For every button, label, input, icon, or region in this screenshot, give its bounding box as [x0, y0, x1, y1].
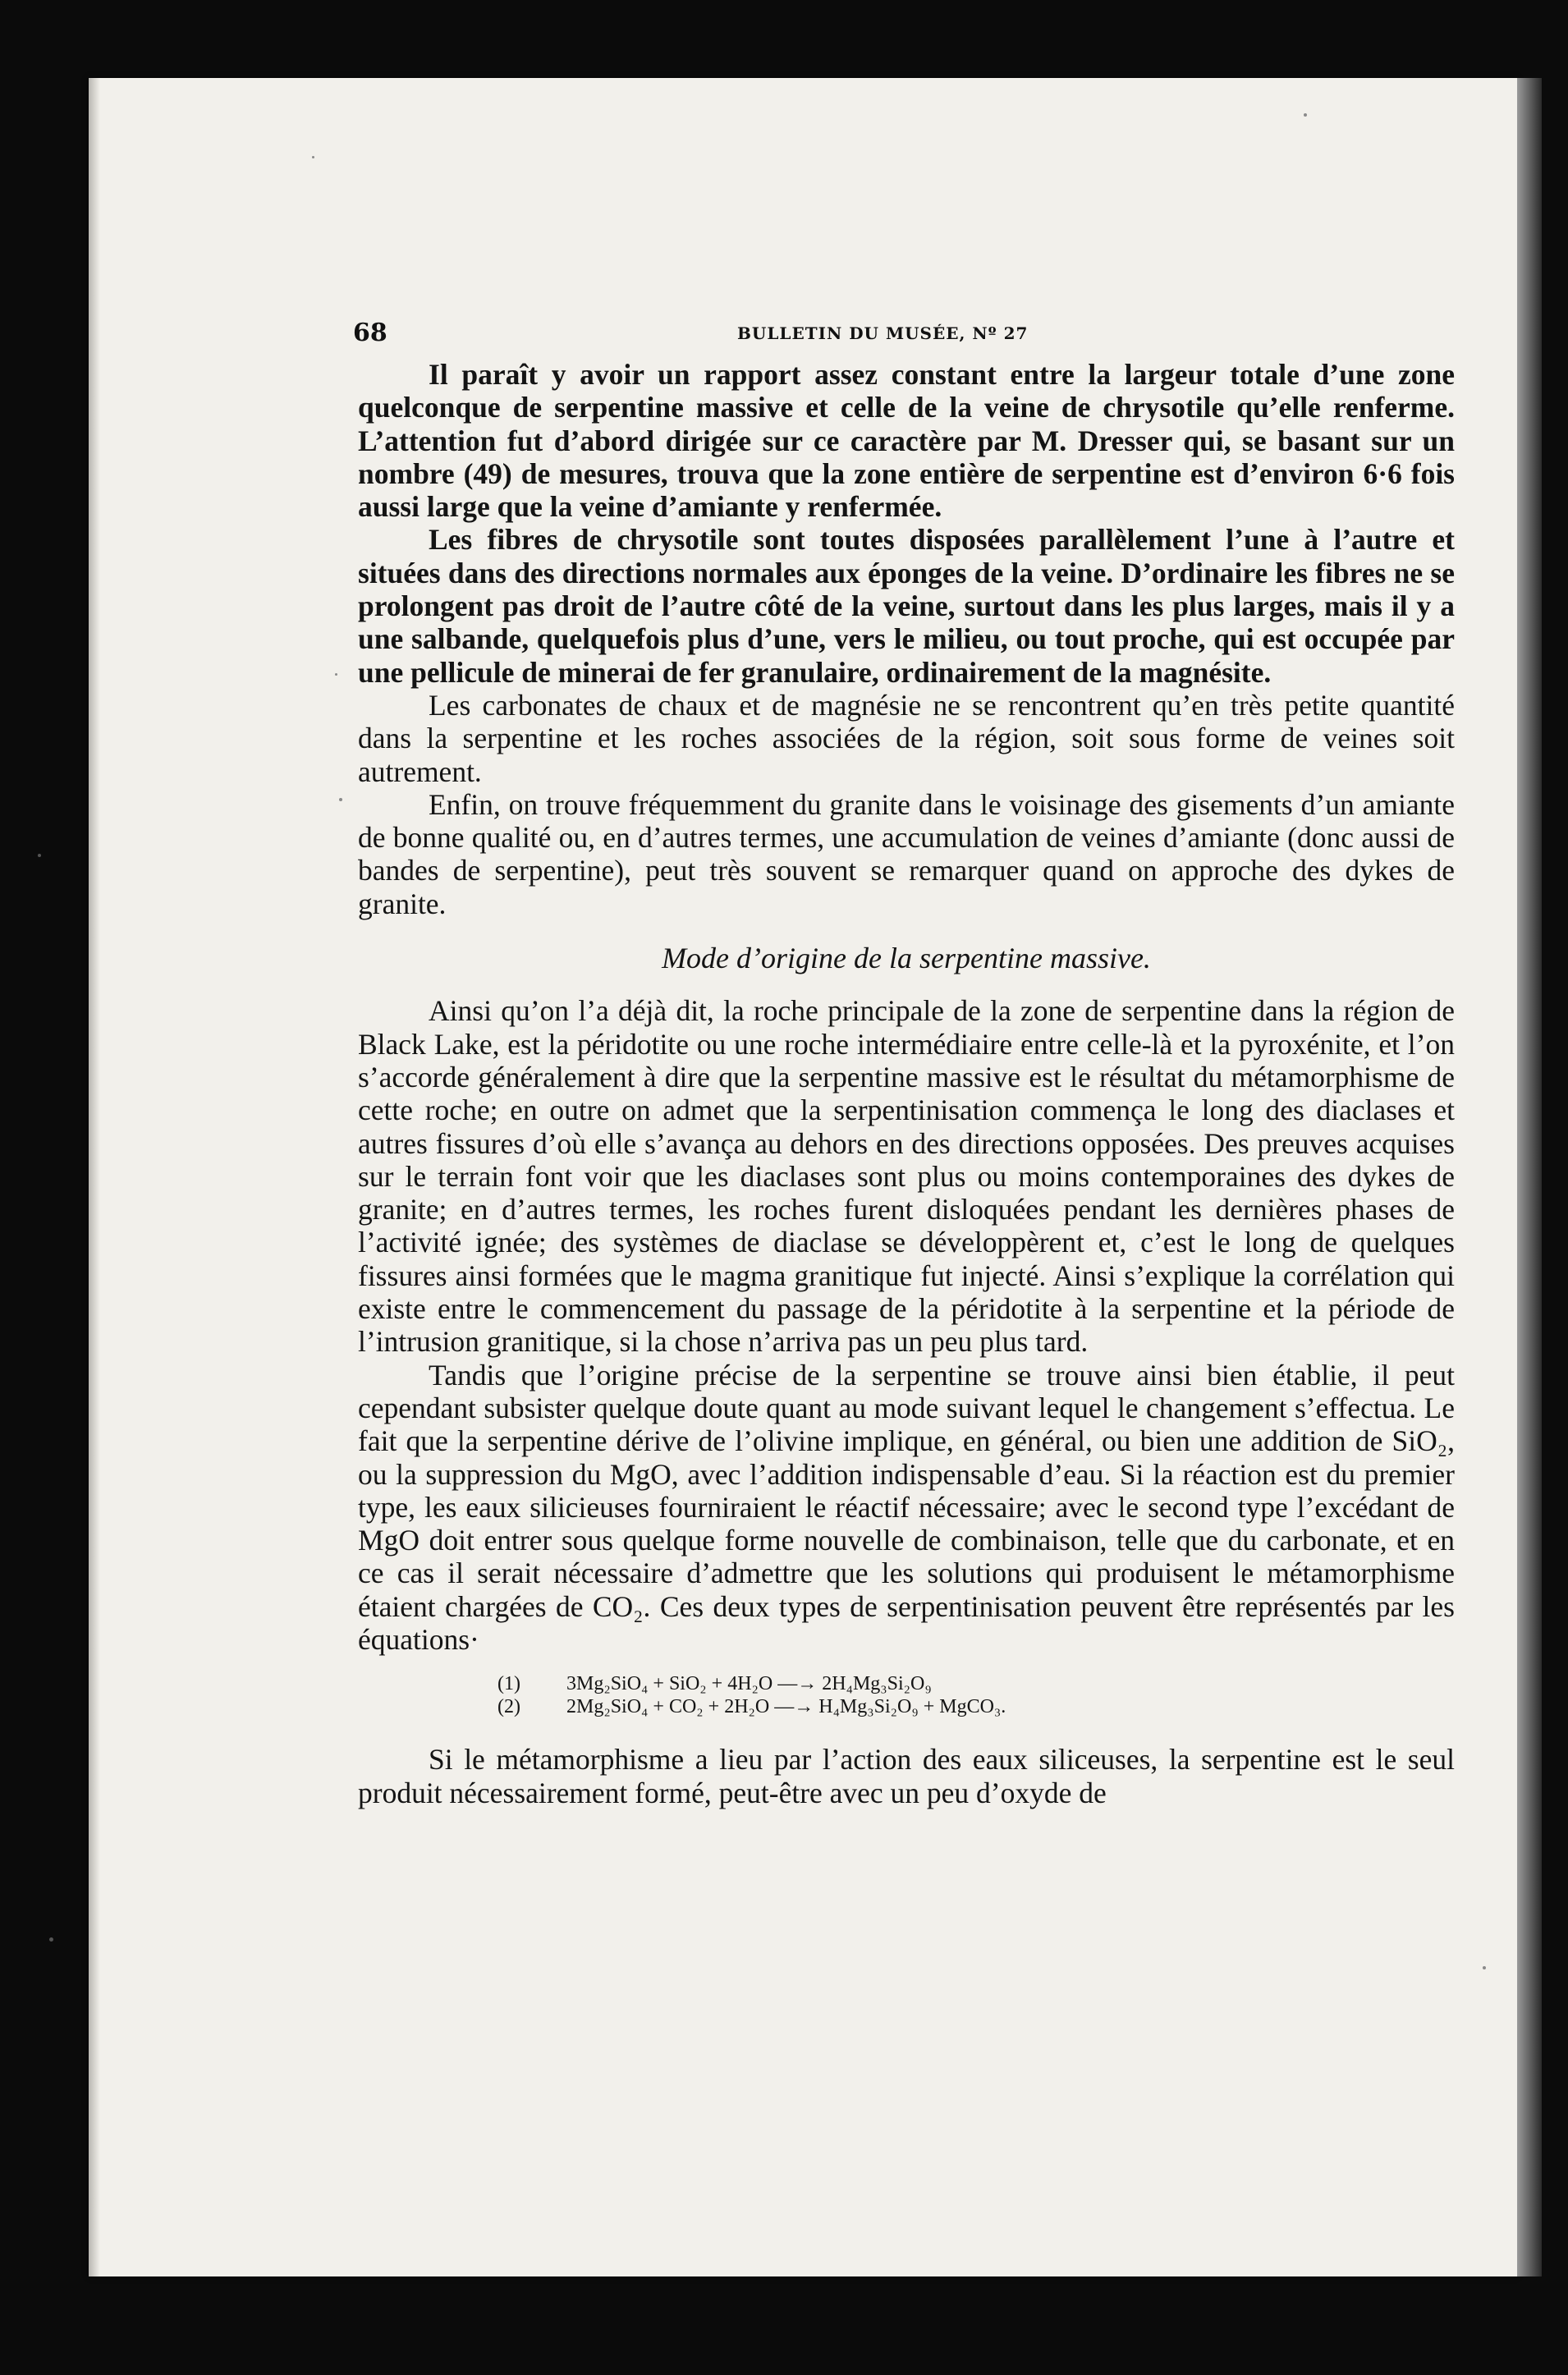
scan-speck	[312, 156, 314, 158]
paragraph-metamorphisme: Si le métamorphisme a lieu par l’action des eaux siliceuses, la serpentine est le seul produit nécessairement formé, peut-être avec un peu d’oxyde de	[358, 1743, 1455, 1809]
section-heading: Mode d’origine de la serpentine massive.	[662, 942, 1151, 975]
paragraph-origine: Ainsi qu’on l’a déjà dit, la roche principale de la zone de serpentine dans la région de Black Lake, est la péridotite ou une roche intermédiaire entre celle-là et la pyroxénite, et l’on s’accorde généralement à dire que la serpentine massive est le résultat du métamorphisme de cette roche; en outre on admet que la serpentinisation commença le long des diaclases et autres fissures d’où elle s’avança au dehors en des directions opposées. Des preuves acquises sur le terrain font voir que les diaclases sont plus ou moins contemporaines des dykes de granite; en d’autres termes, les roches furent disloquées pendant les dernières phases de l’activité ignée; des systèmes de diaclase se développèrent et, c’est le long de quelques fissures ainsi formées que le magma granitique fut injecté. Ainsi s’explique la corrélation qui existe entre le commencement du passage de la péridotite à la serpentine et la période de l’intrusion granitique, si la chose n’arriva pas un peu plus tard.	[358, 994, 1455, 1359]
scan-speck	[49, 1937, 53, 1942]
running-title: BULLETIN DU MUSÉE, Nº 27	[737, 323, 1029, 343]
scan-speck	[339, 798, 342, 801]
paragraph-fibres: Les fibres de chrysotile sont toutes disposées parallèlement l’une à l’autre et situées dans des directions normales aux éponges de la veine. D’ordinaire les fibres ne se prolongent pas droit de l’autre côté de la veine, surtout dans les plus larges, mais il y a une salbande, quelquefois plus d’une, vers le milieu, ou tout proche, qui est occupée par une pellicule de minerai de fer granulaire, ordinairement de la magnésite.	[358, 523, 1455, 689]
page-binding-shadow	[89, 78, 100, 2276]
paragraph-tandis: Tandis que l’origine précise de la serpentine se trouve ainsi bien établie, il peut cependant subsister quelque doute quant au mode suivant lequel le changement s’effectua. Le fait que la serpentine dérive de l’olivine implique, en général, ou bien une addition de SiO₂, ou la suppression du MgO, avec l’addition indispensable d’eau. Si la réaction est du premier type, les eaux silicieuses fourniraient le réactif nécessaire; avec le second type l’excédant de MgO doit entrer sous quelque forme nouvelle de combinaison, telle que du carbonate, et en ce cas il serait nécessaire d’admettre que les solutions qui produisent le métamorphisme étaient chargées de CO₂. Ces deux types de serpentinisation peuvent être représentés par les équations·	[358, 1358, 1455, 1656]
scan-speck	[1483, 1966, 1486, 1969]
paragraph-carbonates: Les carbonates de chaux et de magnésie ne se rencontrent qu’en très petite quantité dans la serpentine et les roches associées de la région, soit sous forme de veines soit autrement.	[358, 688, 1455, 788]
equation-number: (1)	[497, 1673, 520, 1695]
page-header	[353, 319, 1453, 351]
equation-row	[497, 1672, 1455, 1695]
page-edge	[1517, 78, 1542, 2276]
equation-text: 3Mg₂SiO₄ + SiO₂ + 4H₂O —→ 2H₄Mg₃Si₂O₉	[566, 1673, 932, 1695]
equation-number: (2)	[497, 1696, 520, 1718]
article-body	[358, 358, 1455, 1809]
page-number: 68	[353, 319, 387, 347]
equation-text: 2Mg₂SiO₄ + CO₂ + 2H₂O —→ H₄Mg₃Si₂O₉ + MgCO₃.	[566, 1696, 1006, 1718]
scan-speck	[38, 854, 41, 857]
equation-row	[497, 1695, 1455, 1718]
equations	[497, 1672, 1455, 1718]
scan-speck	[1304, 113, 1307, 117]
paragraph-granite: Enfin, on trouve fréquemment du granite dans le voisinage des gisements d’un amiante de bonne qualité ou, en d’autres termes, une accumulation de veines d’amiante (donc aussi de bandes de serpentine), peut très souvent se remarquer quand on approche des dykes de granite.	[358, 787, 1455, 920]
paragraph-largeur: Il paraît y avoir un rapport assez constant entre la largeur totale d’une zone quelconque de serpentine massive et celle de la veine de chrysotile qu’elle renferme. L’attention fut d’abord dirigée sur ce caractère par M. Dresser qui, se basant sur un nombre (49) de mesures, trouva que la zone entière de serpentine est d’environ 6·6 fois aussi large que la veine d’amiante y renfermée.	[358, 358, 1455, 524]
scan-speck	[335, 673, 337, 676]
